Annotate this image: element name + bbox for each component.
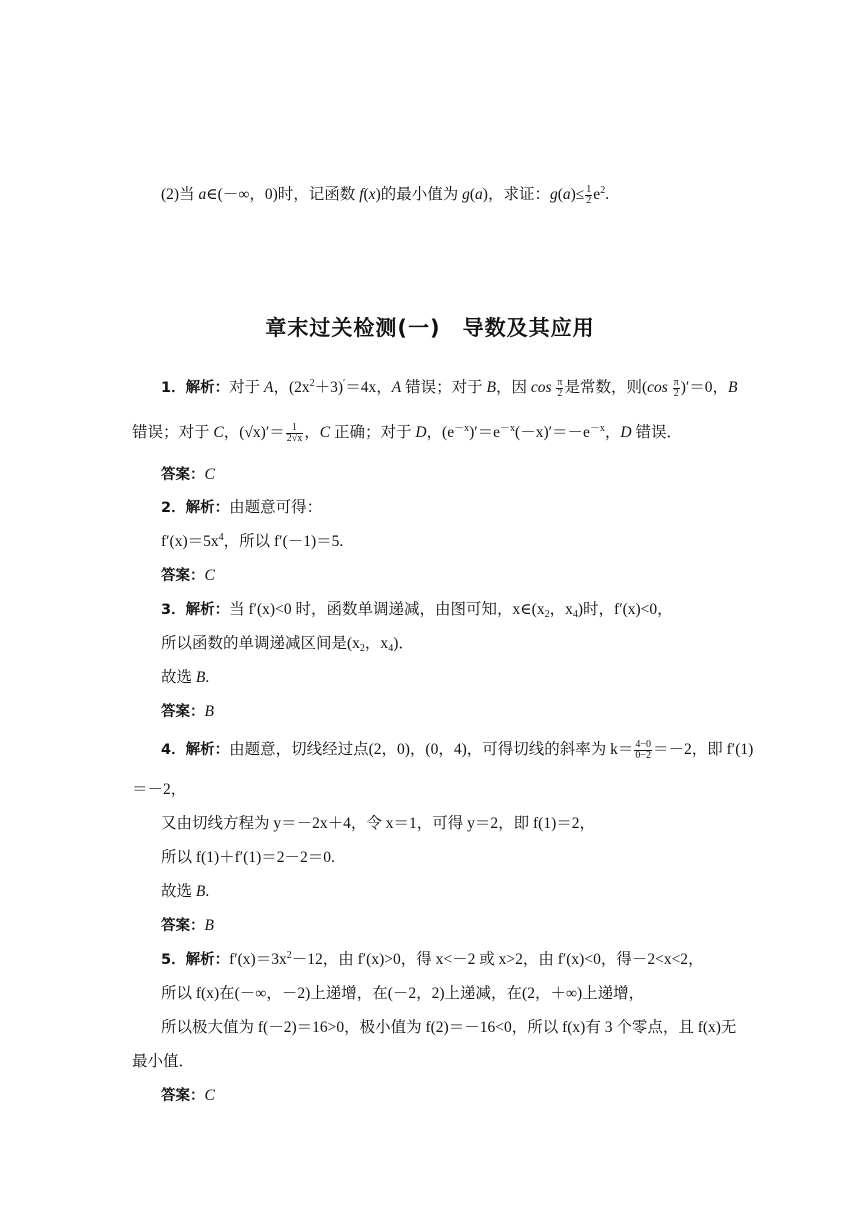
text: ，所以 f′(－1)＝5. xyxy=(223,533,344,550)
text: ，x xyxy=(364,635,389,652)
text: 由题意，切线经过点(2，0)，(0，4)，可得切线的斜率为 k＝ xyxy=(229,741,634,759)
text: )′＝e xyxy=(469,424,501,442)
text: 当 f′(x)<0 时，函数单调递减，由图可知，x∈(x xyxy=(229,601,545,618)
text: )≤ xyxy=(570,186,585,204)
fraction-denominator: 0−2 xyxy=(635,750,652,761)
item-3-line-1 xyxy=(161,600,673,620)
var: B xyxy=(728,379,738,397)
prev-problem-line xyxy=(161,185,609,206)
answer-label: 答案： xyxy=(161,1088,205,1104)
text: ( xyxy=(469,186,476,204)
var: x xyxy=(368,186,376,204)
item-4-line-4: 所以 f(1)＋f′(1)＝2－2＝0. xyxy=(161,849,335,866)
answer-value: B xyxy=(204,703,214,720)
item-3-line-3 xyxy=(161,668,209,688)
text: f′(x)＝3x xyxy=(229,951,287,968)
item-4-line-3: 又由切线方程为 y＝－2x＋4，令 x＝1，可得 y＝2，即 f(1)＝2， xyxy=(161,815,595,832)
item-5-line-4: 最小值． xyxy=(132,1053,195,1070)
text: 故选 xyxy=(161,669,196,686)
text: e xyxy=(593,186,601,204)
var: B xyxy=(486,379,496,397)
analysis-label: 解析： xyxy=(185,380,230,397)
text: ＋3) xyxy=(314,379,344,397)
superscript: ′ xyxy=(343,378,346,390)
answer-label: 答案： xyxy=(161,467,205,483)
item-2-line-2 xyxy=(161,532,343,552)
item-2-line-1 xyxy=(161,498,322,518)
superscript: －x xyxy=(500,423,516,435)
text: (2)当 xyxy=(161,186,199,204)
answer-value: C xyxy=(204,466,215,483)
var: a xyxy=(198,186,207,204)
subscript: 4 xyxy=(572,609,578,620)
fraction-numerator: 1 xyxy=(586,184,592,195)
fraction xyxy=(556,378,563,399)
var: B xyxy=(195,883,206,900)
answer-value: B xyxy=(204,917,214,934)
item-4-line-2: ＝－2， xyxy=(132,781,187,798)
answer-value: C xyxy=(204,1087,215,1104)
var: A xyxy=(263,379,274,397)
fraction-numerator: π xyxy=(673,377,679,388)
text: ，因 xyxy=(495,379,531,397)
fraction xyxy=(673,378,680,399)
text: 故选 xyxy=(161,883,196,900)
item-3-answer xyxy=(161,702,214,722)
text: 错误；对于 xyxy=(401,379,487,397)
analysis-label: 解析： xyxy=(185,742,230,759)
text: ， xyxy=(604,424,621,442)
analysis-label: 解析： xyxy=(185,602,230,618)
text: . xyxy=(205,669,210,686)
fraction-numerator: 1 xyxy=(286,423,304,434)
text: ， xyxy=(304,424,320,442)
text: ，(2x xyxy=(273,379,310,397)
analysis-label: 解析： xyxy=(185,500,230,516)
answer-label: 答案： xyxy=(161,568,205,584)
item-number: 5． xyxy=(161,952,186,968)
var: a xyxy=(562,186,571,204)
var: a xyxy=(475,186,483,204)
text: 对于 xyxy=(229,379,264,397)
var: f xyxy=(359,186,364,204)
text: ∈(－∞，0)时，记函数 xyxy=(206,186,360,204)
text: f′(x)＝5x xyxy=(161,533,219,550)
subscript: 2 xyxy=(544,609,550,620)
item-5-answer xyxy=(161,1086,215,1106)
text: ，(√x)′＝ xyxy=(223,424,285,442)
text: ＝4x， xyxy=(345,379,392,397)
answer-label: 答案： xyxy=(161,704,205,720)
subscript: 4 xyxy=(388,643,394,654)
var: C xyxy=(319,424,331,442)
item-4-answer xyxy=(161,916,214,936)
item-5-line-1 xyxy=(161,950,704,970)
text: －12，由 f′(x)>0，得 x<－2 或 x>2，由 f′(x)<0，得－2<x<2， xyxy=(291,951,704,968)
var: D xyxy=(620,424,632,442)
item-5-line-3: 所以极大值为 f(－2)＝16>0，极小值为 f(2)＝－16<0，所以 f(x)有 3 个零点，且 f(x)无 xyxy=(161,1019,737,1036)
var: g xyxy=(462,186,470,204)
item-5-line-2: 所以 f(x)在(－∞，－2)上递增，在(－2，2)上递减，在(2，＋∞)上递增， xyxy=(161,985,645,1002)
text: ，x xyxy=(549,601,573,618)
text: ( xyxy=(363,186,369,204)
text: )时，f′(x)<0， xyxy=(577,601,673,618)
fraction xyxy=(585,185,592,206)
subscript: 2 xyxy=(359,643,365,654)
superscript: －x xyxy=(454,423,470,435)
text: )的最小值为 xyxy=(375,186,463,204)
var: A xyxy=(391,379,402,397)
item-1-answer xyxy=(161,465,215,485)
text: (－x)′＝－e xyxy=(515,424,590,442)
item-2-answer xyxy=(161,566,215,586)
text: )． xyxy=(393,635,414,652)
item-number: 2． xyxy=(161,500,186,516)
item-1-line-1 xyxy=(161,378,738,399)
fraction xyxy=(634,740,652,761)
item-number: 4． xyxy=(161,742,186,759)
var: D xyxy=(415,424,427,442)
fraction xyxy=(286,423,304,444)
item-number: 3． xyxy=(161,602,186,618)
fraction-numerator: π xyxy=(557,377,563,388)
text: 是常数，则( xyxy=(564,379,648,397)
superscript: －x xyxy=(589,423,605,435)
text: . xyxy=(605,186,610,204)
var: B xyxy=(195,669,206,686)
text: ＝－2，即 f′(1) xyxy=(653,741,754,759)
text: 由题意可得： xyxy=(229,499,323,516)
item-1-line-2 xyxy=(132,423,682,444)
superscript: 2 xyxy=(309,378,315,390)
analysis-label: 解析： xyxy=(185,952,230,968)
section-title: 章末过关检测(一) 导数及其应用 xyxy=(265,316,595,340)
text: cos xyxy=(530,379,552,397)
text: . xyxy=(205,883,210,900)
item-4-line-1 xyxy=(161,740,753,761)
answer-value: C xyxy=(204,567,215,584)
fraction-denominator: 2 xyxy=(586,195,592,206)
text: 正确；对于 xyxy=(330,424,416,442)
text: ( xyxy=(557,186,563,204)
text: )，求证： xyxy=(482,186,550,204)
text: ，(e xyxy=(426,424,455,442)
fraction-denominator: 2 xyxy=(673,388,679,399)
text: 所以函数的单调递减区间是(x xyxy=(161,635,360,652)
fraction-denominator: 2 xyxy=(557,388,563,399)
fraction-numerator: 4−0 xyxy=(635,739,652,750)
superscript: 4 xyxy=(218,532,224,543)
fraction-denominator: 2√x xyxy=(286,433,303,444)
superscript: 2 xyxy=(286,950,292,961)
item-number: 1． xyxy=(161,380,186,397)
text: )′＝0， xyxy=(680,379,729,397)
answer-label: 答案： xyxy=(161,918,205,934)
text: 错误． xyxy=(631,424,682,442)
var: C xyxy=(213,424,224,442)
item-3-line-2 xyxy=(161,634,414,654)
text: cos xyxy=(647,379,668,397)
superscript: 2 xyxy=(600,185,606,197)
var: g xyxy=(549,186,558,204)
text: 错误；对于 xyxy=(132,424,214,442)
item-4-line-5 xyxy=(161,882,209,902)
